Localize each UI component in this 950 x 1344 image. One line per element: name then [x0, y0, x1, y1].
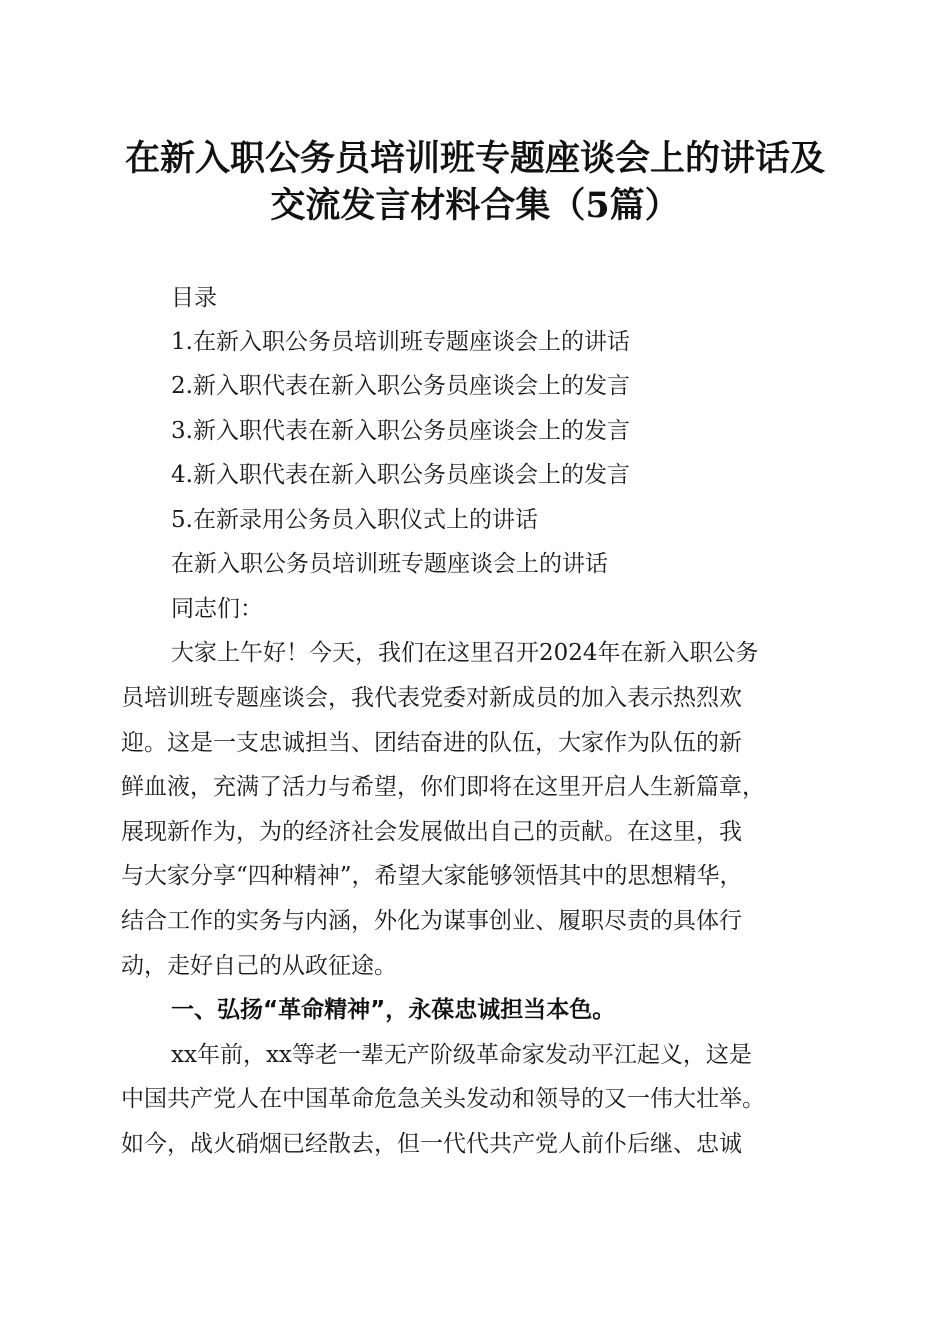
paragraph-line: 动，走好自己的从政征途。	[121, 953, 397, 979]
paragraph-line: xx年前，xx等老一辈无产阶级革命家发动平江起义，这是	[171, 1042, 752, 1068]
paragraph-line: 结合工作的实务与内涵，外化为谋事创业、履职尽责的具体行	[121, 908, 742, 934]
paragraph-line: 大家上午好！今天，我们在这里召开2024年在新入职公务	[171, 640, 759, 666]
section-heading: 一、弘扬“革命精神”，永葆忠诚担当本色。	[171, 997, 616, 1023]
toc-item: 1.在新入职公务员培训班专题座谈会上的讲话	[171, 329, 630, 355]
toc-item: 3.新入职代表在新入职公务员座谈会上的发言	[171, 418, 630, 444]
paragraph-line: 迎。这是一支忠诚担当、团结奋进的队伍，大家作为队伍的新	[121, 730, 742, 756]
toc-item: 2.新入职代表在新入职公务员座谈会上的发言	[171, 373, 630, 399]
paragraph-line: 展现新作为，为的经济社会发展做出自己的贡献。在这里，我	[121, 819, 742, 845]
paragraph-line: 中国共产党人在中国革命危急关头发动和领导的又一伟大壮举。	[121, 1086, 765, 1112]
paragraph-line: 如今，战火硝烟已经散去，但一代代共产党人前仆后继、忠诚	[121, 1131, 742, 1157]
document-title-line-2: 交流发言材料合集（5篇）	[270, 185, 680, 226]
toc-heading: 目录	[171, 285, 217, 311]
paragraph-line: 员培训班专题座谈会，我代表党委对新成员的加入表示热烈欢	[121, 685, 742, 711]
document-title-line-1: 在新入职公务员培训班专题座谈会上的讲话及	[124, 138, 825, 179]
paragraph-line: 鲜血液，充满了活力与希望，你们即将在这里开启人生新篇章，	[121, 774, 765, 800]
paragraph-line: 与大家分享“四种精神”，希望大家能够领悟其中的思想精华，	[121, 863, 743, 889]
toc-item: 5.在新录用公务员入职仪式上的讲话	[171, 507, 538, 533]
speech-title: 在新入职公务员培训班专题座谈会上的讲话	[171, 551, 608, 577]
greeting: 同志们：	[171, 596, 263, 622]
toc-item: 4.新入职代表在新入职公务员座谈会上的发言	[171, 462, 630, 488]
